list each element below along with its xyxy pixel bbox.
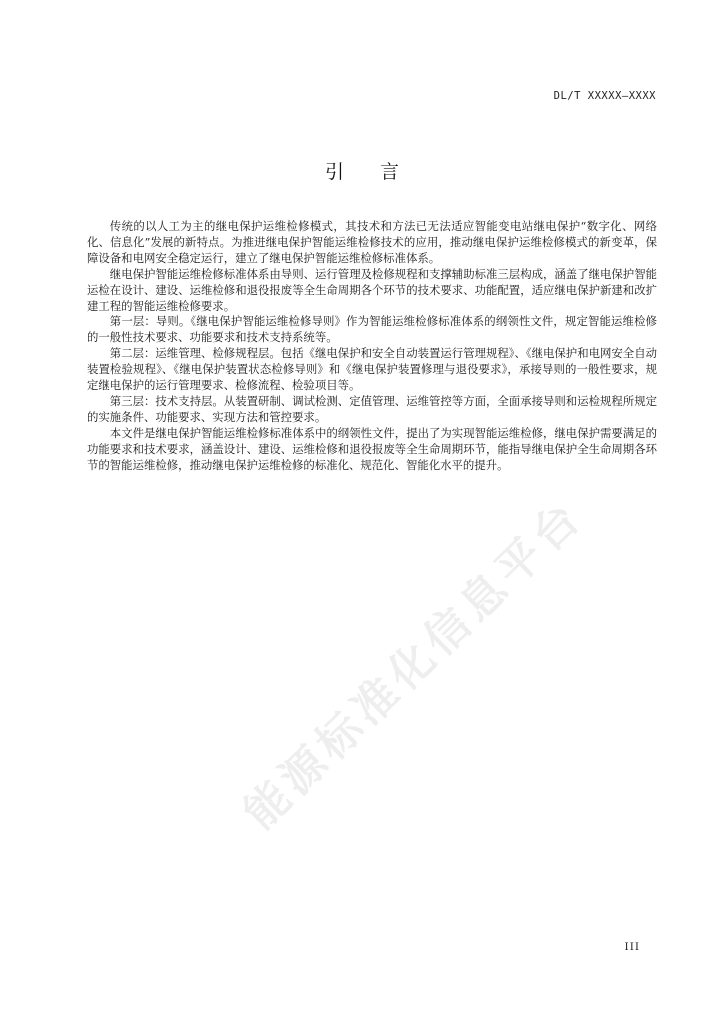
paragraph: 本文件是继电保护智能运维检修标准体系中的纲领性文件，提出了为实现智能运维检修，继电保护需要满足的功能要求和技术要求，涵盖设计、建设、运维检修和退役报废等全生命周期环节，能指导继电保护全生命周期各环节的智能运维检修，推动继电保护运维检修的标准化、规范化、智能化水平的提升。 bbox=[87, 425, 657, 472]
paragraph: 继电保护智能运维检修标准体系由导则、运行管理及检修规程和支撑辅助标准三层构成，涵盖了继电保护智能运检在设计、建设、运维检修和退役报废等全生命周期各个环节的技术要求、功能配置，适应继电保护新建和改扩建工程的智能运维检修要求。 bbox=[87, 266, 657, 313]
section-title: 引言 bbox=[324, 161, 435, 183]
page-number: III bbox=[624, 941, 640, 953]
paragraph: 传统的以人工为主的继电保护运维检修模式，其技术和方法已无法适应智能变电站继电保护“数字化、网络化、信息化”发展的新特点。为推进继电保护智能运维检修技术的应用，推动继电保护运维检修模式的新变革，保障设备和电网安全稳定运行，建立了继电保护智能运维检修标准体系。 bbox=[87, 219, 657, 265]
paragraph: 第三层：技术支持层。从装置研制、调试检测、定值管理、运维管控等方面，全面承接导则和运检规程所规定的实施条件、功能要求、实现方法和管控要求。 bbox=[87, 393, 657, 424]
watermark: 能源标准化信息平台 bbox=[234, 490, 594, 840]
section-body bbox=[87, 219, 657, 474]
paragraph: 第一层：导则。《继电保护智能运维检修导则》作为智能运维检修标准体系的纲领性文件，规定智能运维检修的一般性技术要求、功能要求和技术支持系统等。 bbox=[87, 314, 657, 345]
paragraph: 第二层：运维管理、检修规程层。包括《继电保护和安全自动装置运行管理规程》、《继电保护和电网安全自动装置检验规程》、《继电保护装置状态检修导则》和《继电保护装置修理与退役要求》，承接导则的一般性要求，规定继电保护的运行管理要求、检修流程、检验项目等。 bbox=[87, 346, 657, 393]
document-code: DL/T XXXXX—XXXX bbox=[553, 90, 656, 102]
